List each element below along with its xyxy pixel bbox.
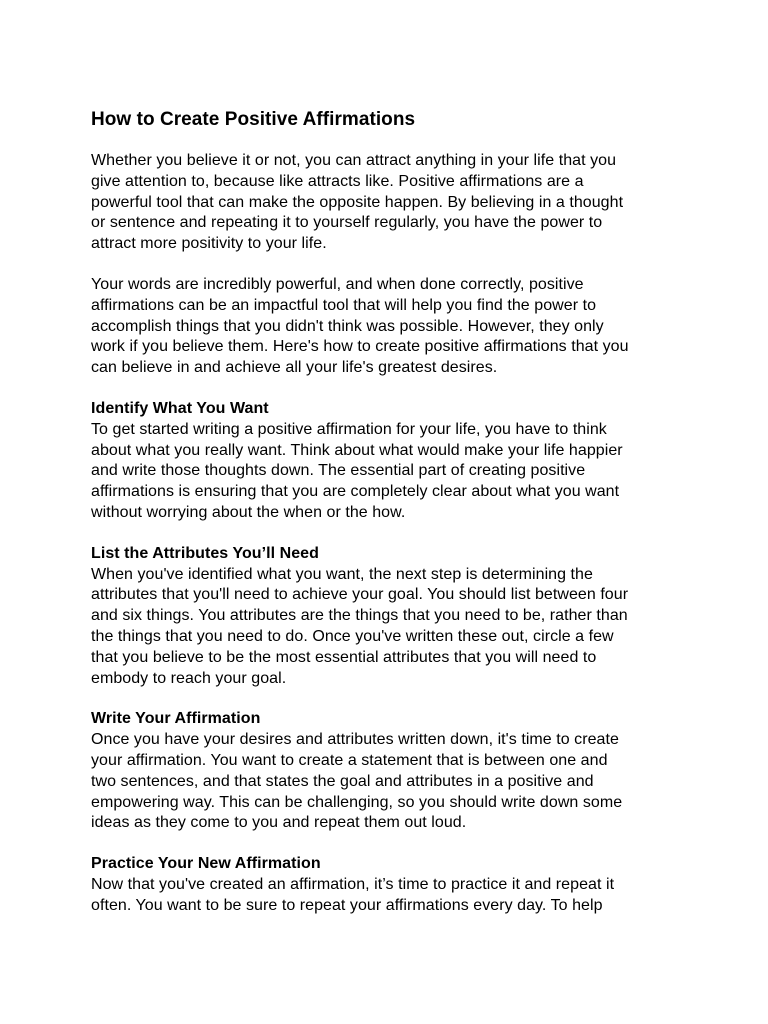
section-identify-what-you-want (91, 399, 691, 524)
text-line: about what you really want. Think about what would make your life happier (91, 441, 623, 459)
text-line: two sentences, and that states the goal and attributes in a positive and (91, 772, 594, 790)
text-line: attract more positivity to your life. (91, 235, 327, 253)
text-line: and six things. You attributes are the things that you need to be, rather than (91, 607, 628, 625)
section-write-affirmation (91, 709, 691, 834)
text-line: Your words are incredibly powerful, and when done correctly, positive (91, 275, 584, 293)
text-line: that you believe to be the most essential attributes that you will need to (91, 648, 597, 666)
text-line: embody to reach your goal. (91, 669, 287, 687)
text-line: attributes that you'll need to achieve your goal. You should list between four (91, 586, 629, 604)
section-body (91, 420, 691, 524)
text-line: affirmations is ensuring that you are completely clear about what you want (91, 483, 620, 501)
section-heading: Write Your Affirmation (91, 710, 261, 728)
intro-paragraph (91, 275, 691, 379)
text-line: To get started writing a positive affirmation for your life, you have to think (91, 420, 607, 438)
text-line: can believe in and achieve all your life's greatest desires. (91, 359, 498, 377)
text-line: often. You want to be sure to repeat your affirmations every day. To help (91, 896, 603, 914)
text-line: accomplish things that you didn't think was possible. However, they only (91, 317, 604, 335)
text-line: give attention to, because like attracts like. Positive affirmations are a (91, 172, 584, 190)
document-page (91, 108, 691, 937)
text-line: or sentence and repeating it to yourself regularly, you have the power to (91, 214, 603, 232)
section-list-attributes (91, 544, 691, 690)
section-heading: Identify What You Want (91, 399, 269, 417)
text-line: Now that you've created an affirmation, it’s time to practice it and repeat it (91, 875, 615, 893)
text-line: the things that you need to do. Once you've written these out, circle a few (91, 627, 614, 645)
text-line: ideas as they come to you and repeat them out loud. (91, 814, 467, 832)
text-line: without worrying about the when or the how. (91, 503, 406, 521)
document-title: How to Create Positive Affirmations (91, 109, 416, 130)
text-line: your affirmation. You want to create a statement that is between one and (91, 751, 608, 769)
text-line: powerful tool that can make the opposite happen. By believing in a thought (91, 193, 624, 211)
section-body (91, 565, 691, 690)
text-line: When you've identified what you want, the next step is determining the (91, 565, 593, 583)
text-line: affirmations can be an impactful tool that will help you find the power to (91, 296, 597, 314)
section-body (91, 875, 691, 917)
intro-paragraph (91, 151, 691, 255)
text-line: Once you have your desires and attributes written down, it's time to create (91, 731, 619, 749)
text-line: empowering way. This can be challenging, so you should write down some (91, 793, 623, 811)
text-line: and write those thoughts down. The essential part of creating positive (91, 462, 586, 480)
section-heading: List the Attributes You’ll Need (91, 544, 319, 562)
text-line: Whether you believe it or not, you can attract anything in your life that you (91, 152, 617, 169)
section-practice-affirmation (91, 854, 691, 916)
section-heading: Practice Your New Affirmation (91, 855, 321, 873)
section-body (91, 730, 691, 834)
text-line: work if you believe them. Here's how to create positive affirmations that you (91, 338, 629, 356)
